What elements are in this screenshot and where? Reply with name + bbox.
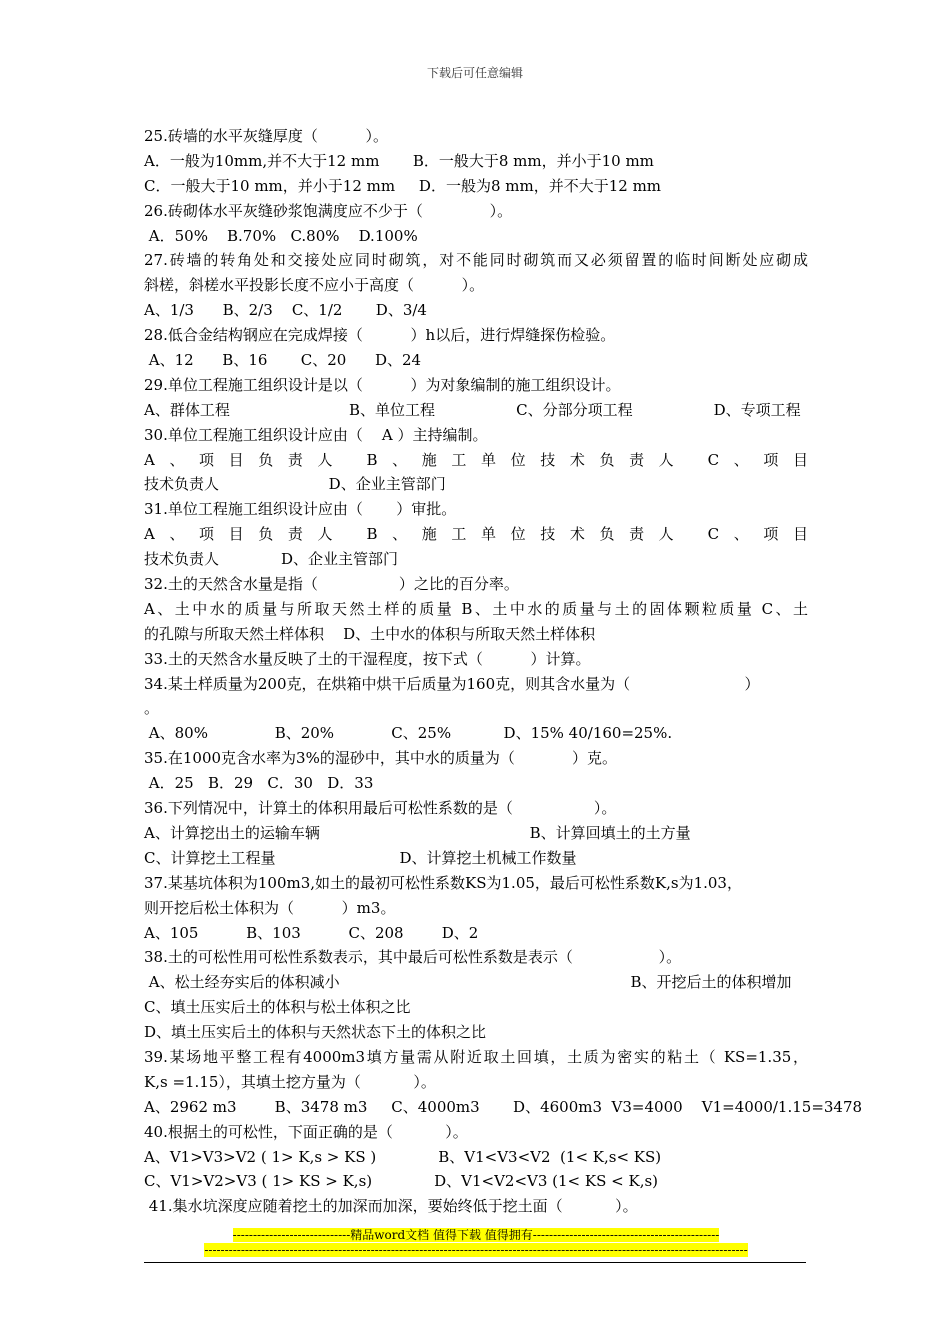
text-line: 25.砖墙的水平灰缝厚度（ ）。 [144,127,389,145]
footer-banner-bottom-text: -------------------------------------------------------------------------------------------------------------------------------------- [204,1243,748,1257]
text-line: A、1/3 B、2/3 C、1/2 D、3/4 [144,301,427,320]
footer-banner [144,1228,808,1258]
text-line: 斜槎，斜槎水平投影长度不应小于高度（ ）。 [144,276,485,295]
text-line: A、V1>V3>V2 ( 1> K,s > KS ) B、V1<V3<V2 (1< K,s< KS) [144,1147,662,1166]
text-line: C．一般大于10 mm，并小于12 mm D．一般为8 mm，并不大于12 mm [144,176,662,195]
text-line: 33.土的天然含水量反映了土的干湿程度，按下式（ ）计算。 [144,649,591,668]
text-line: K,s =1.15），其填土挖方量为（ ）。 [144,1072,436,1091]
text-line: 27.砖墙的转角处和交接处应同时砌筑，对不能同时砌筑而又必须留置的临时间断处应砌成 [144,251,808,270]
footer-banner-bottom [144,1243,808,1258]
text-line: 37.某基坑体积为100m3,如土的最初可松性系数KS为1.05，最后可松性系数K,s为1.03， [144,873,742,892]
text-line: A、12 B、16 C、20 D、24 [144,351,422,370]
text-line: 30.单位工程施工组织设计应由（ A ）主持编制。 [144,425,488,444]
text-line: 40.根据土的可松性，下面正确的是（ ）。 [144,1122,468,1141]
text-line: A、项目负责人 B、施工单位技术负责人 C、项目 [144,450,808,469]
text-line: C、填土压实后土的体积与松土体积之比 [144,998,411,1017]
text-line: A、2962 m3 B、3478 m3 C、4000m3 D、4600m3 V3=4000 V1=4000/1.15=3478 [144,1097,863,1116]
text-line: 39.某场地平整工程有4000m3填方量需从附近取土回填，土质为密实的粘土（ KS=1.35， [144,1047,808,1066]
text-line: 技术负责人 D、企业主管部门 [144,550,399,569]
text-line: D、填土压实后土的体积与天然状态下土的体积之比 [144,1023,487,1042]
text-line: 35.在1000克含水率为3%的湿砂中，其中水的质量为（ ）克。 [144,749,618,768]
text-line: 29.单位工程施工组织设计是以（ ）为对象编制的施工组织设计。 [144,375,621,394]
text-line: A、群体工程 B、单位工程 C、分部分项工程 D、专项工程 [144,400,801,419]
page-header: 下载后可任意编辑 [426,66,523,80]
text-line: 38.土的可松性用可松性系数表示，其中最后可松性系数是表示（ ）。 [144,948,682,967]
text-line: A、松土经夯实后的体积减小 B、开挖后土的体积增加 [144,973,792,992]
text-line: 31.单位工程施工组织设计应由（ ）审批。 [144,500,457,519]
footer-banner-top-text: -----------------------------精品word文档 值得下载 值得拥有---------------------------------------------- [232,1228,720,1242]
text-line: 技术负责人 D、企业主管部门 [144,475,446,494]
text-line: 26.砖砌体水平灰缝砂浆饱满度应不少于（ ）。 [144,201,513,220]
footer-rule [144,1262,806,1263]
text-line: 32.土的天然含水量是指（ ）之比的百分率。 [144,575,519,594]
text-line: A、105 B、103 C、208 D、2 [144,923,479,942]
text-line: 36.下列情况中，计算土的体积用最后可松性系数的是（ ）。 [144,799,617,818]
text-line: 34.某土样质量为200克，在烘箱中烘干后质量为160克，则其含水量为（ ） [144,674,760,693]
text-line: A、计算挖出土的运输车辆 B、计算回填土的土方量 [144,823,691,842]
text-line: A、80% B、20% C、25% D、15% 40/160=25%. [144,724,673,743]
text-line: 。 [144,699,160,718]
text-line: 41.集水坑深度应随着挖土的加深而加深，要始终低于挖土面（ ）。 [144,1197,638,1216]
text-line: A．50% B.70% C.80% D.100% [144,226,418,245]
text-line: A、项目负责人 B、施工单位技术负责人 C、项目 [144,525,808,544]
text-line: A．一般为10mm,并不大于12 mm B．一般大于8 mm，并小于10 mm [144,151,654,170]
text-line: 的孔隙与所取天然土样体积 D、土中水的体积与所取天然土样体积 [144,624,596,643]
text-line: A、土中水的质量与所取天然土样的质量 B、土中水的质量与土的固体颗粒质量 C、土 [144,599,808,618]
text-line: A．25 B．29 C．30 D．33 [144,774,374,793]
text-line: C、计算挖土工程量 D、计算挖土机械工作数量 [144,848,577,867]
text-line: C、V1>V2>V3 ( 1> KS > K,s) D、V1<V2<V3 (1< KS < K,s) [144,1172,659,1191]
text-line: 28.低合金结构钢应在完成焊接（ ）h以后，进行焊缝探伤检验。 [144,326,616,345]
footer-banner-top [144,1228,808,1243]
document-body [144,124,863,1219]
text-line: 则开挖后松土体积为（ ）m3。 [144,898,396,917]
